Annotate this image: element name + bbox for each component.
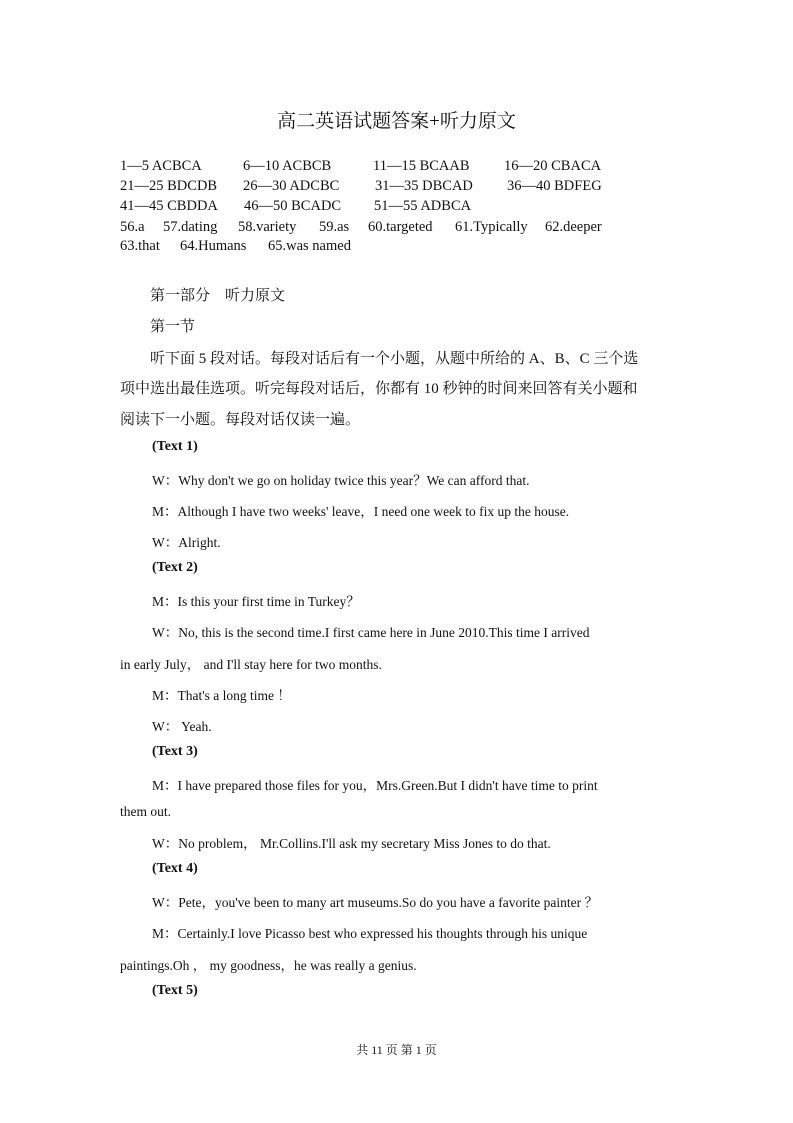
page-title: 高二英语试题答案+听力原文 (277, 111, 516, 132)
answer-item: 31—35 DBCAD (375, 178, 473, 194)
dialogue-line: paintings.Oh ， my goodness，he was really a genius. (120, 958, 417, 973)
page-footer: 共 11 页 第 1 页 (356, 1043, 437, 1057)
text-label: (Text 1) (152, 439, 198, 454)
subsection-heading: 第一节 (150, 319, 196, 335)
dialogue-line: W：Alright. (152, 535, 221, 550)
dialogue-line: W：Why don't we go on holiday twice this year？We can afford that. (152, 473, 530, 488)
dialogue-line: M：That's a long time ！ (152, 688, 291, 703)
answer-item: 46—50 BCADC (244, 198, 342, 214)
dialogue-line: M：I have prepared those files for you，Mrs.Green.But I didn't have time to print (152, 778, 598, 793)
answer-item: 6—10 ACBCB (243, 158, 332, 174)
dialogue-line: in early July， and I'll stay here for two months. (120, 657, 382, 672)
answer-item: 56.a (120, 219, 145, 235)
answer-item: 57.dating (163, 219, 218, 235)
text-label: (Text 3) (152, 744, 198, 759)
answer-item: 51—55 ADBCA (374, 198, 472, 214)
answer-item: 1—5 ACBCA (120, 158, 202, 174)
dialogue-line: them out. (120, 804, 171, 819)
instruction-line: 阅读下一小题。每段对话仅读一遍。 (120, 412, 361, 428)
text-label: (Text 4) (152, 861, 198, 876)
dialogue-line: W：No problem， Mr.Collins.I'll ask my secretary Miss Jones to do that. (152, 836, 551, 851)
dialogue-line: M：Certainly.I love Picasso best who expressed his thoughts through his unique (152, 926, 588, 941)
instruction-line: 项中选出最佳选项。听完每段对话后，你都有 10 秒钟的时间来回答有关小题和 (120, 381, 638, 397)
dialogue-line: M：Although I have two weeks' leave，I need one week to fix up the house. (152, 504, 570, 519)
answer-item: 36—40 BDFEG (507, 178, 602, 194)
text-label: (Text 5) (152, 983, 198, 998)
section-heading: 第一部分 听力原文 (150, 288, 286, 304)
answer-item: 62.deeper (545, 219, 602, 235)
text-label: (Text 2) (152, 560, 198, 575)
answer-item: 58.variety (238, 219, 297, 235)
dialogue-line: W：Pete，you've been to many art museums.So do you have a favorite painter ？ (152, 895, 598, 910)
answer-item: 41—45 CBDDA (120, 198, 218, 214)
answer-item: 59.as (319, 219, 350, 235)
instruction-line: 听下面 5 段对话。每段对话后有一个小题，从题中所给的 A、B、C 三个选 (150, 351, 639, 367)
answer-item: 64.Humans (180, 238, 247, 254)
dialogue-line: W：No, this is the second time.I first came here in June 2010.This time I arrived (152, 625, 590, 640)
answer-item: 11—15 BCAAB (373, 158, 470, 174)
answer-item: 16—20 CBACA (504, 158, 602, 174)
answer-item: 21—25 BDCDB (120, 178, 218, 194)
answer-item: 61.Typically (455, 219, 528, 235)
dialogue-line: M：Is this your first time in Turkey？ (152, 594, 360, 609)
answer-item: 65.was named (268, 238, 351, 254)
answer-item: 26—30 ADCBC (243, 178, 340, 194)
answer-item: 63.that (120, 238, 160, 254)
dialogue-line: W： Yeah. (152, 719, 212, 734)
answer-item: 60.targeted (368, 219, 433, 235)
